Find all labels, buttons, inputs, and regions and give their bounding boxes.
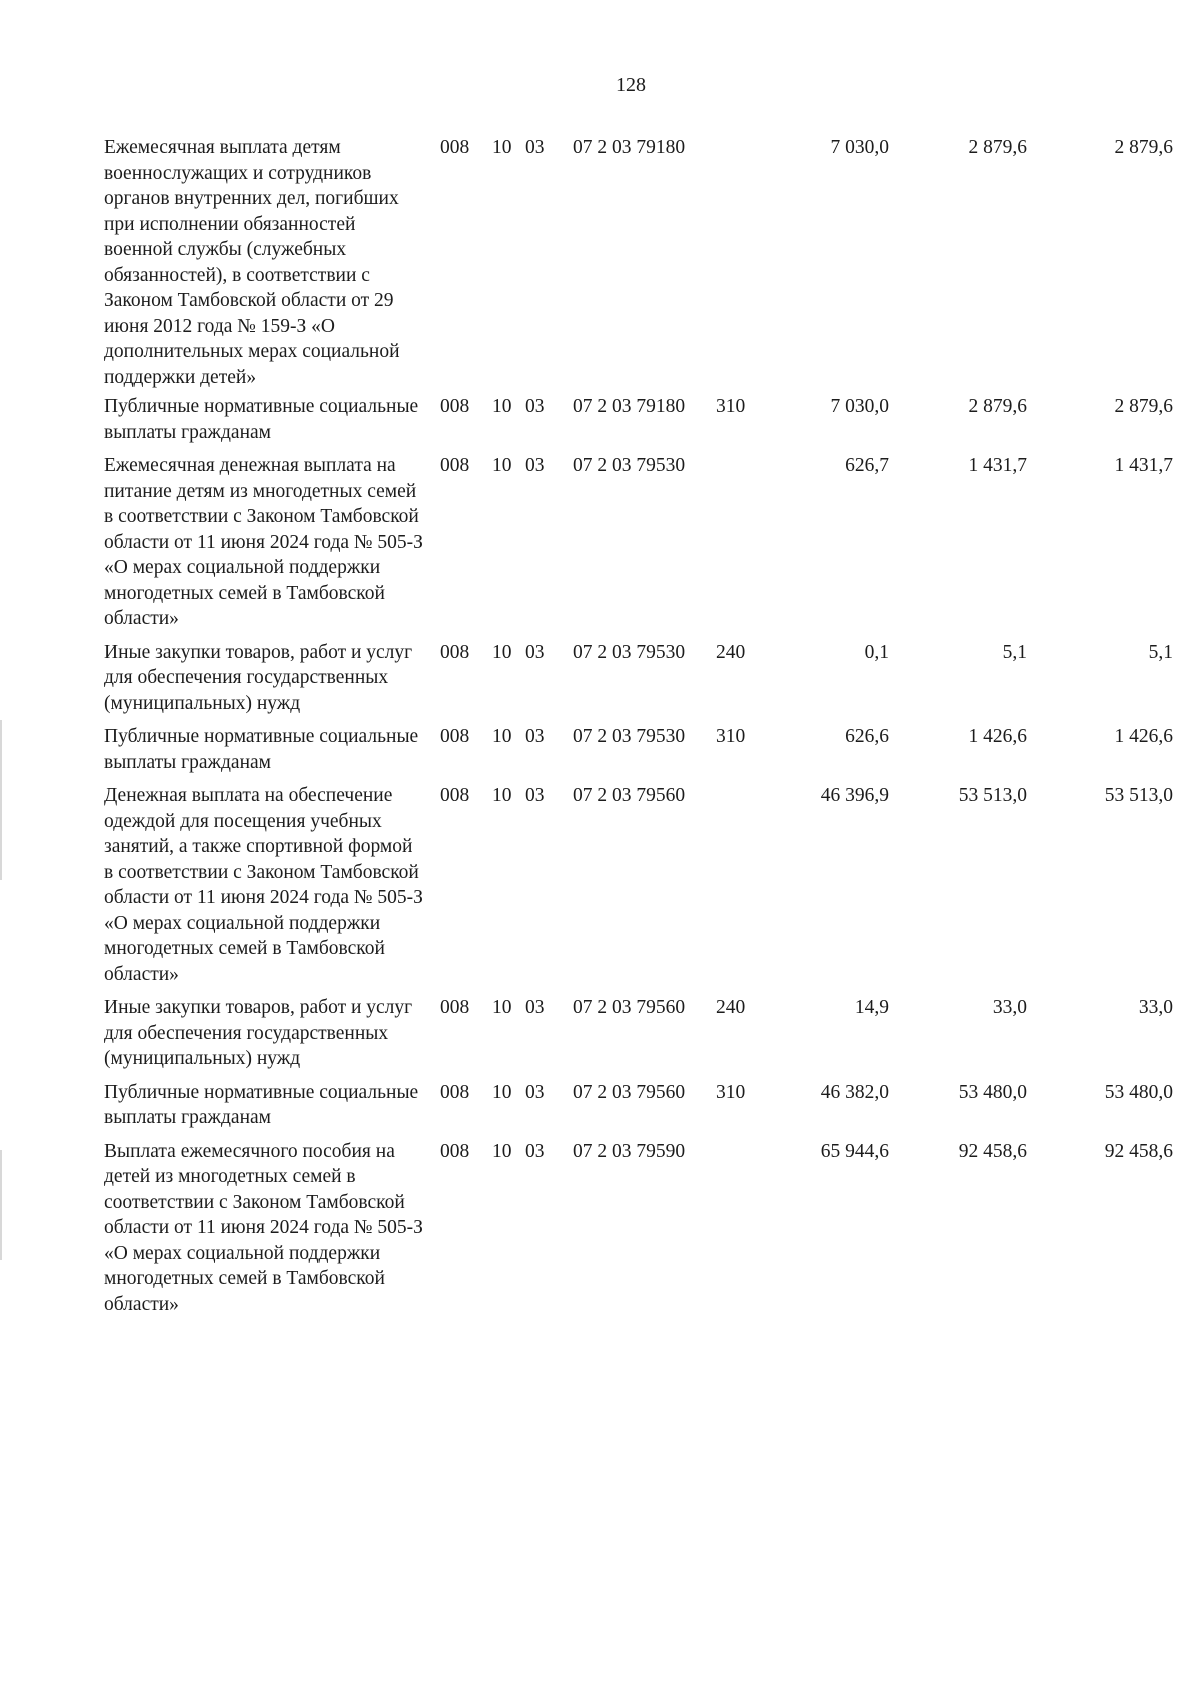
amount-column-3: 53 513,0	[1104, 785, 1173, 806]
amount-column-1: 46 396,9	[820, 785, 889, 806]
row-description: Публичные нормативные социальные выплаты гражданам	[104, 1081, 419, 1128]
table-row	[104, 1139, 1174, 1318]
row-description: Иные закупки товаров, работ и услуг для обеспечения государственных (муниципальных) нужд	[104, 641, 413, 714]
department-code: 008	[440, 997, 470, 1018]
table-row	[104, 1080, 1174, 1131]
section-code: 10	[492, 785, 512, 806]
department-code: 008	[440, 396, 470, 417]
row-description: Выплата ежемесячного пособия на детей из многодетных семей в соответствии с Законом Тамбовской области от 11 июня 2024 года № 505-З «О мерах социальной поддержки многодетных семей в Тамбовской области»	[104, 1140, 423, 1315]
scan-edge-mark	[0, 1150, 2, 1260]
subsection-code: 03	[525, 455, 545, 476]
amount-column-3: 2 879,6	[1114, 137, 1173, 158]
amount-column-1: 65 944,6	[820, 1140, 889, 1162]
table-row	[104, 453, 1174, 632]
subsection-code: 03	[525, 785, 545, 806]
row-description: Денежная выплата на обеспечение одеждой для посещения учебных занятий, а также спортивной формой в соответствии с Законом Тамбовской области от 11 июня 2024 года № 505-З «О мерах социальной поддержки многодетных семей в Тамбовской области»	[104, 785, 423, 985]
department-code: 008	[440, 785, 470, 806]
target-item-code: 07 2 03 79530	[573, 726, 686, 747]
amount-column-2: 1 431,7	[968, 455, 1027, 476]
amount-column-2: 2 879,6	[968, 396, 1027, 417]
table-row	[104, 724, 1174, 775]
amount-column-1: 0,1	[864, 641, 889, 663]
expense-type-code: 310	[716, 726, 746, 747]
amount-column-1: 46 382,0	[820, 1081, 889, 1103]
amount-column-2: 2 879,6	[968, 137, 1027, 158]
target-item-code: 07 2 03 79530	[573, 641, 686, 663]
section-code: 10	[492, 137, 512, 158]
target-item-code: 07 2 03 79560	[573, 997, 686, 1018]
subsection-code: 03	[525, 641, 545, 663]
section-code: 10	[492, 396, 512, 417]
amount-column-1: 7 030,0	[830, 396, 889, 417]
section-code: 10	[492, 455, 512, 476]
expense-type-code: 310	[716, 396, 746, 417]
amount-column-2: 5,1	[1002, 641, 1027, 663]
table-row	[104, 783, 1174, 987]
amount-column-3: 1 431,7	[1114, 455, 1173, 476]
target-item-code: 07 2 03 79560	[573, 785, 686, 806]
amount-column-2: 92 458,6	[958, 1140, 1027, 1162]
amount-column-3: 33,0	[1138, 997, 1173, 1018]
page-number: 128	[616, 74, 646, 96]
amount-column-1: 7 030,0	[830, 137, 889, 158]
amount-column-3: 1 426,6	[1114, 726, 1173, 747]
row-description: Ежемесячная выплата детям военнослужащих и сотрудников органов внутренних дел, погибших при исполнении обязанностей военной службы (служебных обязанностей), в соответствии с Законом Тамбовской области от 29 июня 2012 года № 159-З «О дополнительных мерах социальной поддержки детей»	[104, 137, 400, 388]
amount-column-2: 1 426,6	[968, 726, 1027, 747]
table-row	[104, 640, 1174, 717]
target-item-code: 07 2 03 79560	[573, 1081, 686, 1103]
amount-column-2: 33,0	[992, 997, 1027, 1018]
table-row	[104, 394, 1174, 445]
department-code: 008	[440, 455, 470, 476]
section-code: 10	[492, 997, 512, 1018]
target-item-code: 07 2 03 79180	[573, 396, 686, 417]
expense-type-code: 310	[716, 1081, 746, 1103]
target-item-code: 07 2 03 79180	[573, 137, 686, 158]
subsection-code: 03	[525, 1081, 545, 1103]
amount-column-2: 53 480,0	[958, 1081, 1027, 1103]
amount-column-1: 626,6	[845, 726, 889, 747]
section-code: 10	[492, 726, 512, 747]
target-item-code: 07 2 03 79530	[573, 455, 686, 476]
budget-table	[104, 135, 1174, 1317]
section-code: 10	[492, 641, 512, 663]
subsection-code: 03	[525, 396, 545, 417]
expense-type-code: 240	[716, 997, 746, 1018]
department-code: 008	[440, 641, 470, 663]
subsection-code: 03	[525, 1140, 545, 1162]
amount-column-3: 2 879,6	[1114, 396, 1173, 417]
row-description: Публичные нормативные социальные выплаты гражданам	[104, 726, 419, 773]
amount-column-3: 53 480,0	[1104, 1081, 1173, 1103]
section-code: 10	[492, 1140, 512, 1162]
amount-column-2: 53 513,0	[958, 785, 1027, 806]
table-row	[104, 995, 1174, 1072]
department-code: 008	[440, 1140, 470, 1162]
department-code: 008	[440, 726, 470, 747]
amount-column-1: 14,9	[854, 997, 889, 1018]
amount-column-3: 5,1	[1148, 641, 1173, 663]
row-description: Иные закупки товаров, работ и услуг для обеспечения государственных (муниципальных) нужд	[104, 997, 413, 1069]
section-code: 10	[492, 1081, 512, 1103]
target-item-code: 07 2 03 79590	[573, 1140, 686, 1162]
department-code: 008	[440, 137, 470, 158]
amount-column-3: 92 458,6	[1104, 1140, 1173, 1162]
expense-type-code: 240	[716, 641, 746, 663]
department-code: 008	[440, 1081, 470, 1103]
subsection-code: 03	[525, 726, 545, 747]
row-description: Ежемесячная денежная выплата на питание детям из многодетных семей в соответствии с Законом Тамбовской области от 11 июня 2024 года № 505-З «О мерах социальной поддержки многодетных семей в Тамбовской области»	[104, 455, 423, 629]
scan-edge-mark	[0, 720, 2, 880]
subsection-code: 03	[525, 997, 545, 1018]
subsection-code: 03	[525, 137, 545, 158]
amount-column-1: 626,7	[845, 455, 889, 476]
table-row	[104, 135, 1174, 390]
row-description: Публичные нормативные социальные выплаты гражданам	[104, 396, 419, 443]
